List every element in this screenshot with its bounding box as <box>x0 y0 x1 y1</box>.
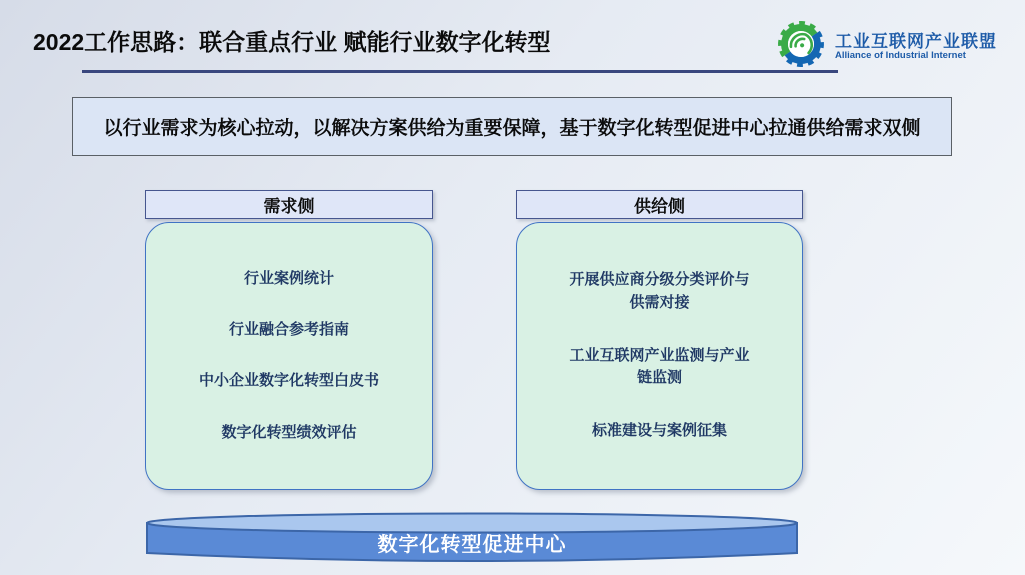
supply-item-1: 开展供应商分级分类评价与供需对接 <box>569 271 750 311</box>
demand-side-header <box>145 190 433 219</box>
page-title-prefix: 2022工作思路： <box>33 29 200 55</box>
promotion-center-cylinder <box>145 511 799 567</box>
alliance-logo-text <box>835 32 997 62</box>
key-message-text: 以行业需求为核心拉动，以解决方案供给为重要保障，基于数字化转型促进中心拉通供给需求双侧 <box>103 118 921 139</box>
page-title-emphasis: 联合重点行业 赋能行业数字化转型 <box>199 29 551 55</box>
title-underline <box>82 70 838 73</box>
supply-side-panel <box>516 222 803 490</box>
alliance-name-cn: 工业互联网产业联盟 <box>835 31 997 51</box>
gear-wifi-icon <box>775 18 827 75</box>
alliance-name-en: Alliance of Industrial Internet <box>835 49 966 61</box>
demand-item-2: 行业融合参考指南 <box>228 321 349 339</box>
demand-item-3: 中小企业数字化转型白皮书 <box>198 372 379 390</box>
key-message-banner <box>72 97 952 156</box>
page-title <box>33 24 551 57</box>
promotion-center-label: 数字化转型促进中心 <box>377 534 567 556</box>
demand-item-1: 行业案例统计 <box>243 269 334 287</box>
demand-side-panel <box>145 222 433 490</box>
supply-item-2: 工业互联网产业监测与产业链监测 <box>569 346 750 387</box>
supply-side-header-label: 供给侧 <box>634 197 685 216</box>
supply-item-3: 标准建设与案例征集 <box>591 422 727 440</box>
demand-item-4: 数字化转型绩效评估 <box>221 423 357 441</box>
supply-side-header <box>516 190 803 219</box>
demand-side-header-label: 需求侧 <box>263 197 315 216</box>
alliance-logo <box>775 18 997 75</box>
